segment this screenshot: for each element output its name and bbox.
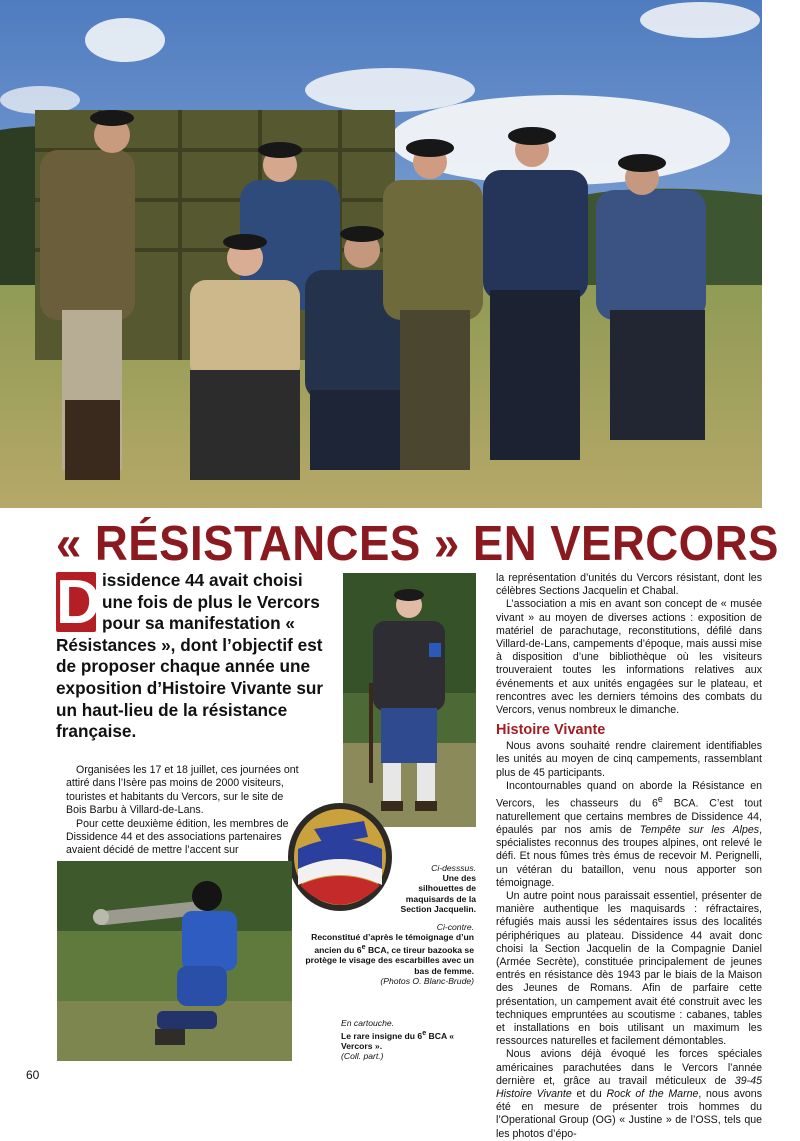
superscript: e <box>657 794 663 805</box>
text-run: et du <box>571 1088 607 1101</box>
hero-photo <box>0 0 762 508</box>
maquisard-portrait-photo <box>343 573 476 827</box>
caption-label: Ci-contre. <box>436 922 474 932</box>
text-run: Incontournables quand on aborde la Résistance en Vercors, les chasseurs du 6 <box>496 779 762 810</box>
caption-text: Une des silhouettes de maquisards de la Section Jacquelin. <box>400 873 476 914</box>
body-paragraph: Organisées les 17 et 18 juillet, ces journées ont attiré dans l’Isère pas moins de 2000 visiteurs, touristes et habitants du Vercors, sur le site de Bois Barbu à Villard-de-Lans. <box>66 764 299 817</box>
caption-credit: (Coll. part.) <box>341 1051 384 1062</box>
caption-text-b: BCA « Vercors ». <box>341 1031 455 1052</box>
bazooka-caption <box>300 922 474 986</box>
body-paragraph: Un autre point nous paraissait essentiel, présenter de manière authentique les maquisards : réfractaires, réfugiés mais aussi les sédentaires issus des localités périphériques au plateau. Dissidence 44 avait donc choisi la Section Jacquelin de la Compagnie Daniel (Armée Secrète), constituée principalement de jeunes entrés en résistance dès 1943 par le biais de la Maison des Jeunes de Romans. Afin de parfaire cette présentation, un campement avait été construit avec les techniques empruntées au scoutisme : cabanes, tables et installations en bois utilisant un maximum les ressources naturelles et facilement démontables. <box>496 890 762 1048</box>
caption-text <box>300 932 474 976</box>
lead-paragraph <box>56 570 336 740</box>
text-run: BCA. C’est tout naturellement que certains membres de Dissidence 44, épaulés par nos amis de <box>496 797 762 836</box>
body-paragraph <box>496 1048 762 1140</box>
caption-sup: e <box>361 943 366 952</box>
body-paragraph: la représentation d’unités du Vercors résistant, dont les célèbres Sections Jacquelin et Chabal. <box>496 572 762 598</box>
text-run: Nous avions déjà évoqué les forces spéciales américaines parachutées dans le Vercors l’année dernière et, grâce au travail méticuleux de <box>496 1048 762 1087</box>
body-paragraph: L’association a mis en avant son concept de « musée vivant » au moyen de diverses actions : exposition de matériel de parachutage, reconstitutions, défilé dans Villard-de-Lans, campements d’époque, mais aussi mise à disposition d’une bibliothèque où les visiteurs trouveraient toutes les informations relatives aux événements et aux unités engagées sur le plateau, et rencontres avec les derniers témoins des combats du Vercors, venus nombreux le dimanche. <box>496 598 762 717</box>
insignia-6e-bca <box>284 799 396 915</box>
text-run: , spécialistes reconnus des troupes alpines, ont relevé le défi. Et nous fûmes très émus de recevoir M. Perignelli, un vétéran du bataillon, venu nous apporter son témoignage. <box>496 823 763 889</box>
lead-text: issidence 44 avait choisi une fois de plus le Vercors pour sa manifestation « Résistances », dont l’objectif est de proposer chaque année une exposition d’Histoire Vivante sur un haut-lieu de la résistance française. <box>56 570 324 742</box>
caption-text-b: BCA, ce tireur bazooka se protège le visage des escarbilles avec un bas de femme. <box>305 945 474 976</box>
insignia-image <box>284 799 396 915</box>
body-column-left <box>66 764 304 857</box>
caption-text <box>341 1028 474 1051</box>
insignia-caption <box>341 1018 474 1062</box>
body-paragraph <box>496 780 762 890</box>
caption-credit: (Photos O. Blanc-Brude) <box>380 975 474 986</box>
caption-sup: e <box>422 1029 427 1038</box>
body-paragraph: Pour cette deuxième édition, les membres de Dissidence 44 et des associations partenaires avaient décidé de mettre l’accent sur <box>66 817 289 857</box>
caption-label: Ci-desssus. <box>431 863 476 873</box>
section-heading: Histoire Vivante <box>496 722 606 739</box>
body-paragraph: Nous avons souhaité rendre clairement identifiables les unités au moyen de cinq campements, rassemblant plus de 45 participants. <box>496 740 762 779</box>
body-column-right <box>496 572 763 1140</box>
article-title: « RÉSISTANCES » EN VERCORS <box>56 517 779 571</box>
caption-label: En cartouche. <box>341 1018 395 1028</box>
italic-title: Rock of the Marne <box>606 1088 699 1101</box>
caption-text-a: Le rare insigne du 6 <box>341 1031 423 1042</box>
drop-cap: D <box>56 568 101 637</box>
italic-title: 39-45 Histoire Vivante <box>496 1074 762 1101</box>
text-run: , nous avons été en mesure de présenter trois hommes du l’Operational Group (OG) « Justine » de l’OSS, tels que les photos d’épo- <box>496 1088 762 1140</box>
italic-title: Tempête sur les Alpes <box>639 823 760 836</box>
page-number: 60 <box>26 1068 40 1082</box>
maquisard-portrait-image <box>343 573 476 827</box>
portrait-caption <box>396 863 476 914</box>
bazooka-soldier-photo <box>57 861 292 1061</box>
group-photo-image <box>0 0 762 508</box>
bazooka-soldier-image <box>57 861 292 1061</box>
caption-text-a: Reconstitué d’après le témoignage d’un ancien du 6 <box>311 932 474 956</box>
